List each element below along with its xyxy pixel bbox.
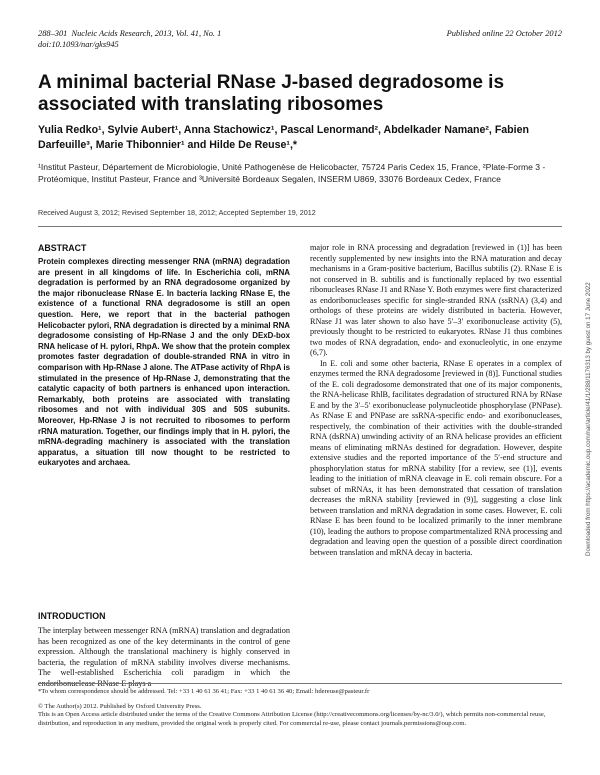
running-header	[38, 28, 562, 50]
author-list: Yulia Redko¹, Sylvie Aubert¹, Anna Stachowicz¹, Pascal Lenormand², Abdelkader Namane², Fabien Darfeuille³, Marie Thibonnier¹ and Hilde De Reuse¹,*	[38, 124, 529, 151]
footnotes	[38, 688, 562, 728]
article-title: A minimal bacterial RNase J-based degradosome is associated with translating ribosomes	[38, 72, 505, 115]
abstract-text: Protein complexes directing messenger RNA (mRNA) degradation are present in all kingdoms of life. In Escherichia coli, mRNA degradation is performed by an RNA degradosome organized by the major ribonuclease RNase E. In bacteria lacking RNase E, the existence of a functional RNA degradosome is still an open question. Here, we report that in the bacterial pathogen Helicobacter pylori, RNA degradation is directed by a minimal RNA degradosome consisting of Hp-RNase J and the only DExD-box RNA helicase of H. pylori, RhpA. We show that the protein complex promotes faster degradation of double-stranded RNA in vitro in comparison with Hp-RNase J alone. The ATPase activity of RhpA is stimulated in the presence of Hp-RNase J, demonstrating that the catalytic capacity of both partners is enhanced upon interaction. Remarkably, both proteins are associated with translating ribosomes and not with individual 30S and 50S subunits. Moreover, Hp-RNase J is not recruited to ribosomes to perform rRNA maturation. Together, our findings imply that in H. pylori, the mRNA-degrading machinery is associated with the translation apparatus, a situation till now thought to be restricted to eukaryotes and archaea.	[38, 257, 290, 468]
license-note: This is an Open Access article distributed under the terms of the Creative Commons Attribution License (http://creativecommons.org/licenses/by-nc/3.0/), which permits non-commercial reuse, distribution, and reproduction in any medium, provided the original work is properly cited. For commercial re-use, please contact journals.permissions@oup.com.	[38, 711, 546, 727]
right-paragraph-1: major role in RNA processing and degradation [reviewed in (1)] has been recently supplemented by new insights into the RNA maturation and decay mechanisms in a Gram-positive bacterium, Bacillus subtilis (2). RNase E is not conserved in B. subtilis and is functionally replaced by two essential ribonucleases RNase J1 and RNase Y. Both enzymes were first characterized as endoribonucleases specific for single-stranded RNA (ssRNA) (3,4) and orthologs of these proteins are widely distributed in bacteria. However, RNase J1 was later shown to also have 5′–3′ exoribonuclease activity (5), previously thought to be restricted to eukaryotes. RNase J1 thus combines two modes of RNA degradation, endo- and exonucleolytic, in one enzyme (6,7).	[310, 243, 562, 357]
top-divider	[38, 226, 562, 227]
footnote-divider	[38, 683, 562, 684]
header-published: Published online 22 October 2012	[446, 29, 562, 38]
download-watermark: Downloaded from https://academic.oup.com/nar/article/41/1/288/1176313 by guest on 17 June 2022	[585, 282, 592, 556]
correspondence-note: *To whom correspondence should be addressed. Tel: +33 1 40 61 36 41; Fax: +33 1 40 61 36 40; Email: hdereuse@pasteur.fr	[38, 688, 370, 695]
right-column	[310, 243, 562, 558]
introduction-text: The interplay between messenger RNA (mRNA) translation and degradation has been recognized as one of the key determinants in the control of gene expression. Although the translational machinery is highly conserved in bacteria, the regulation of mRNA stability involves diverse mechanisms. The well-established Escherichia coli paradigm in which the endoribonuclease RNase E plays a	[38, 626, 290, 688]
affiliations: ¹Institut Pasteur, Département de Microbiologie, Unité Pathogenèse de Helicobacter, 75724 Paris Cedex 15, France, ²Plate-Forme 3 - Protéomique, Institut Pasteur, France and ³Université Bordeaux Segalen, INSERM U869, 33076 Bordeaux Cedex, France	[38, 162, 546, 184]
abstract-heading: ABSTRACT	[38, 243, 87, 253]
right-paragraph-2: In E. coli and some other bacteria, RNase E operates in a complex of enzymes termed the RNA degradosome [reviewed in (8)]. Functional studies of the E. coli degradosome demonstrated that one of its major components, the RNA-helicase RhlB, facilitates degradation of structured RNA by RNase E and by the 3′–5′ exoribonuclease polynucleotide phosphorylase (PNPase). As RNase E and PNPase are ssRNA-specific endo- and exoribonucleases, respectively, the combination of their activities with the double-stranded RNA (dsRNA) unwinding activity of an RNA helicase provides an efficient means of eliminating mRNAs destined for degradation. However, despite extensive studies and the reported importance of the 5′-end structure and phosphorylation status for mRNA stability [for a review, see (1)], events leading to the initiation of mRNA cleavage in E. coli remain obscure. For a subset of mRNAs, it has been demonstrated that cessation of translation decreases the mRNA stability [reviewed in (9)], suggesting a close link between translation and mRNA degradation in some cases. However, E. coli RNase E has been found to be localized primarily to the inner membrane (10), leading the authors to propose compartmentalized RNA processing and degradation and leaving open the question of a possible direct coordination between translation and mRNA decay in bacteria.	[310, 358, 562, 557]
copyright-note: © The Author(s) 2012. Published by Oxford University Press.	[38, 702, 202, 710]
header-pages: 288–301	[38, 29, 68, 38]
introduction-heading: INTRODUCTION	[38, 611, 106, 621]
header-journal: Nucleic Acids Research, 2013, Vol. 41, No. 1	[71, 29, 222, 38]
submission-dates: Received August 3, 2012; Revised September 18, 2012; Accepted September 19, 2012	[38, 208, 316, 217]
header-doi: doi:10.1093/nar/gks945	[38, 40, 119, 49]
